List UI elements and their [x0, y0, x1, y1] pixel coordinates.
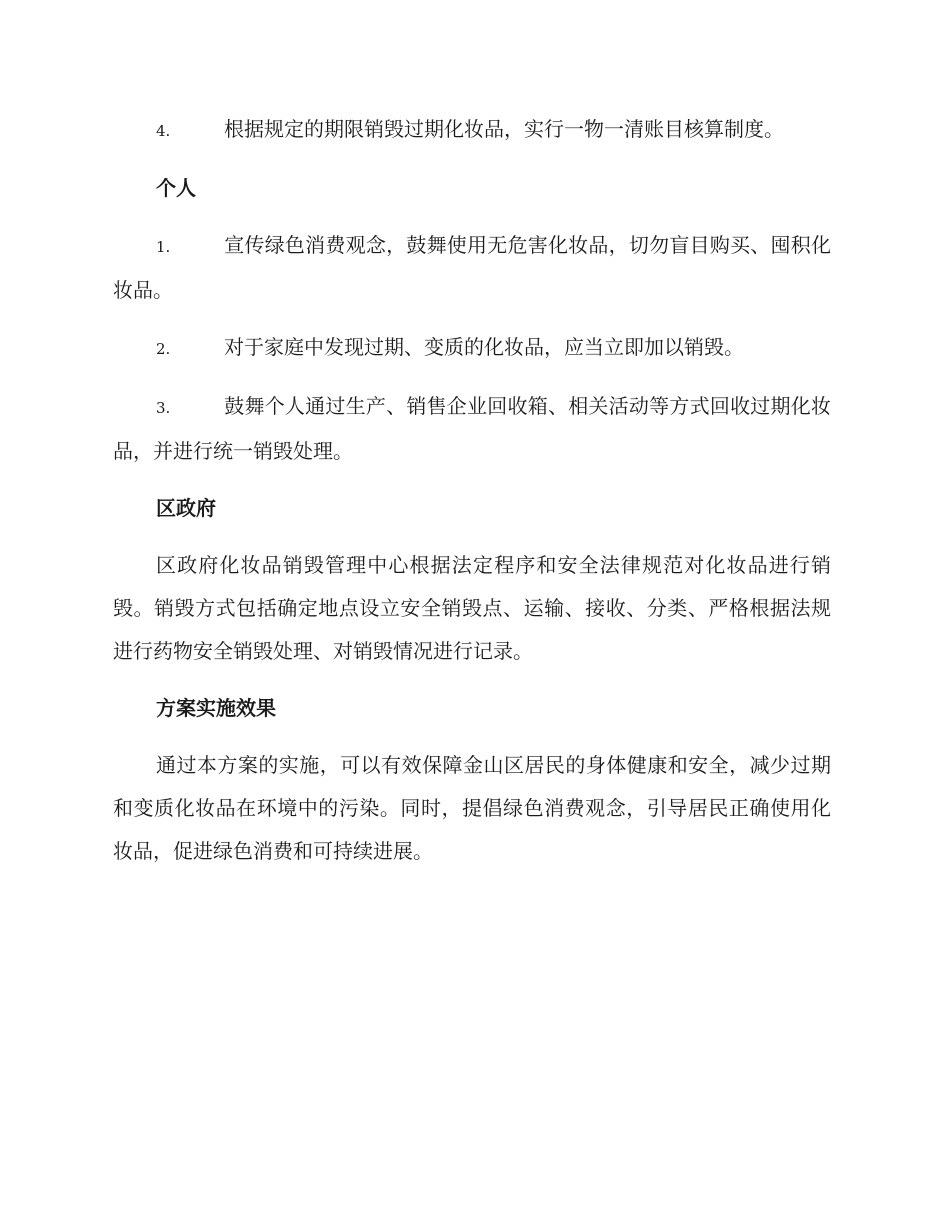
list-item: [113, 224, 831, 312]
body-paragraph-district-government: 区政府化妆品销毁管理中心根据法定程序和安全法律规范对化妆品进行销毁。销毁方式包括确定地点设立安全销毁点、运输、接收、分类、严格根据法规进行药物安全销毁处理、对销毁情况进行记录。: [113, 553, 831, 663]
list-text: 根据规定的期限销毁过期化妆品，实行一物一清账目核算制度。: [224, 117, 784, 141]
section-heading-district-government: 区政府: [156, 496, 216, 520]
list-text: 宣传绿色消费观念，鼓舞使用无危害化妆品，切勿盲目购买、囤积化妆品。: [113, 233, 831, 302]
list-number: 3.: [156, 399, 171, 417]
section-heading-implementation-effect: 方案实施效果: [156, 696, 276, 720]
list-number: 4.: [156, 122, 171, 140]
list-text: 对于家庭中发现过期、变质的化妆品，应当立即加以销毁。: [224, 335, 744, 359]
body-paragraph-implementation-effect: 通过本方案的实施，可以有效保障金山区居民的身体健康和安全，减少过期和变质化妆品在环境中的污染。同时，提倡绿色消费观念，引导居民正确使用化妆品，促进绿色消费和可持续进展。: [113, 753, 831, 863]
list-number: 1.: [156, 238, 171, 256]
document-page: [113, 108, 831, 887]
list-text: 鼓舞个人通过生产、销售企业回收箱、相关活动等方式回收过期化妆品，并进行统一销毁处理。: [113, 394, 831, 463]
list-item: [113, 385, 831, 473]
list-number: 2.: [156, 340, 171, 358]
list-item: [113, 108, 831, 153]
section-heading-individual: 个人: [156, 176, 196, 200]
list-item: [113, 326, 831, 371]
